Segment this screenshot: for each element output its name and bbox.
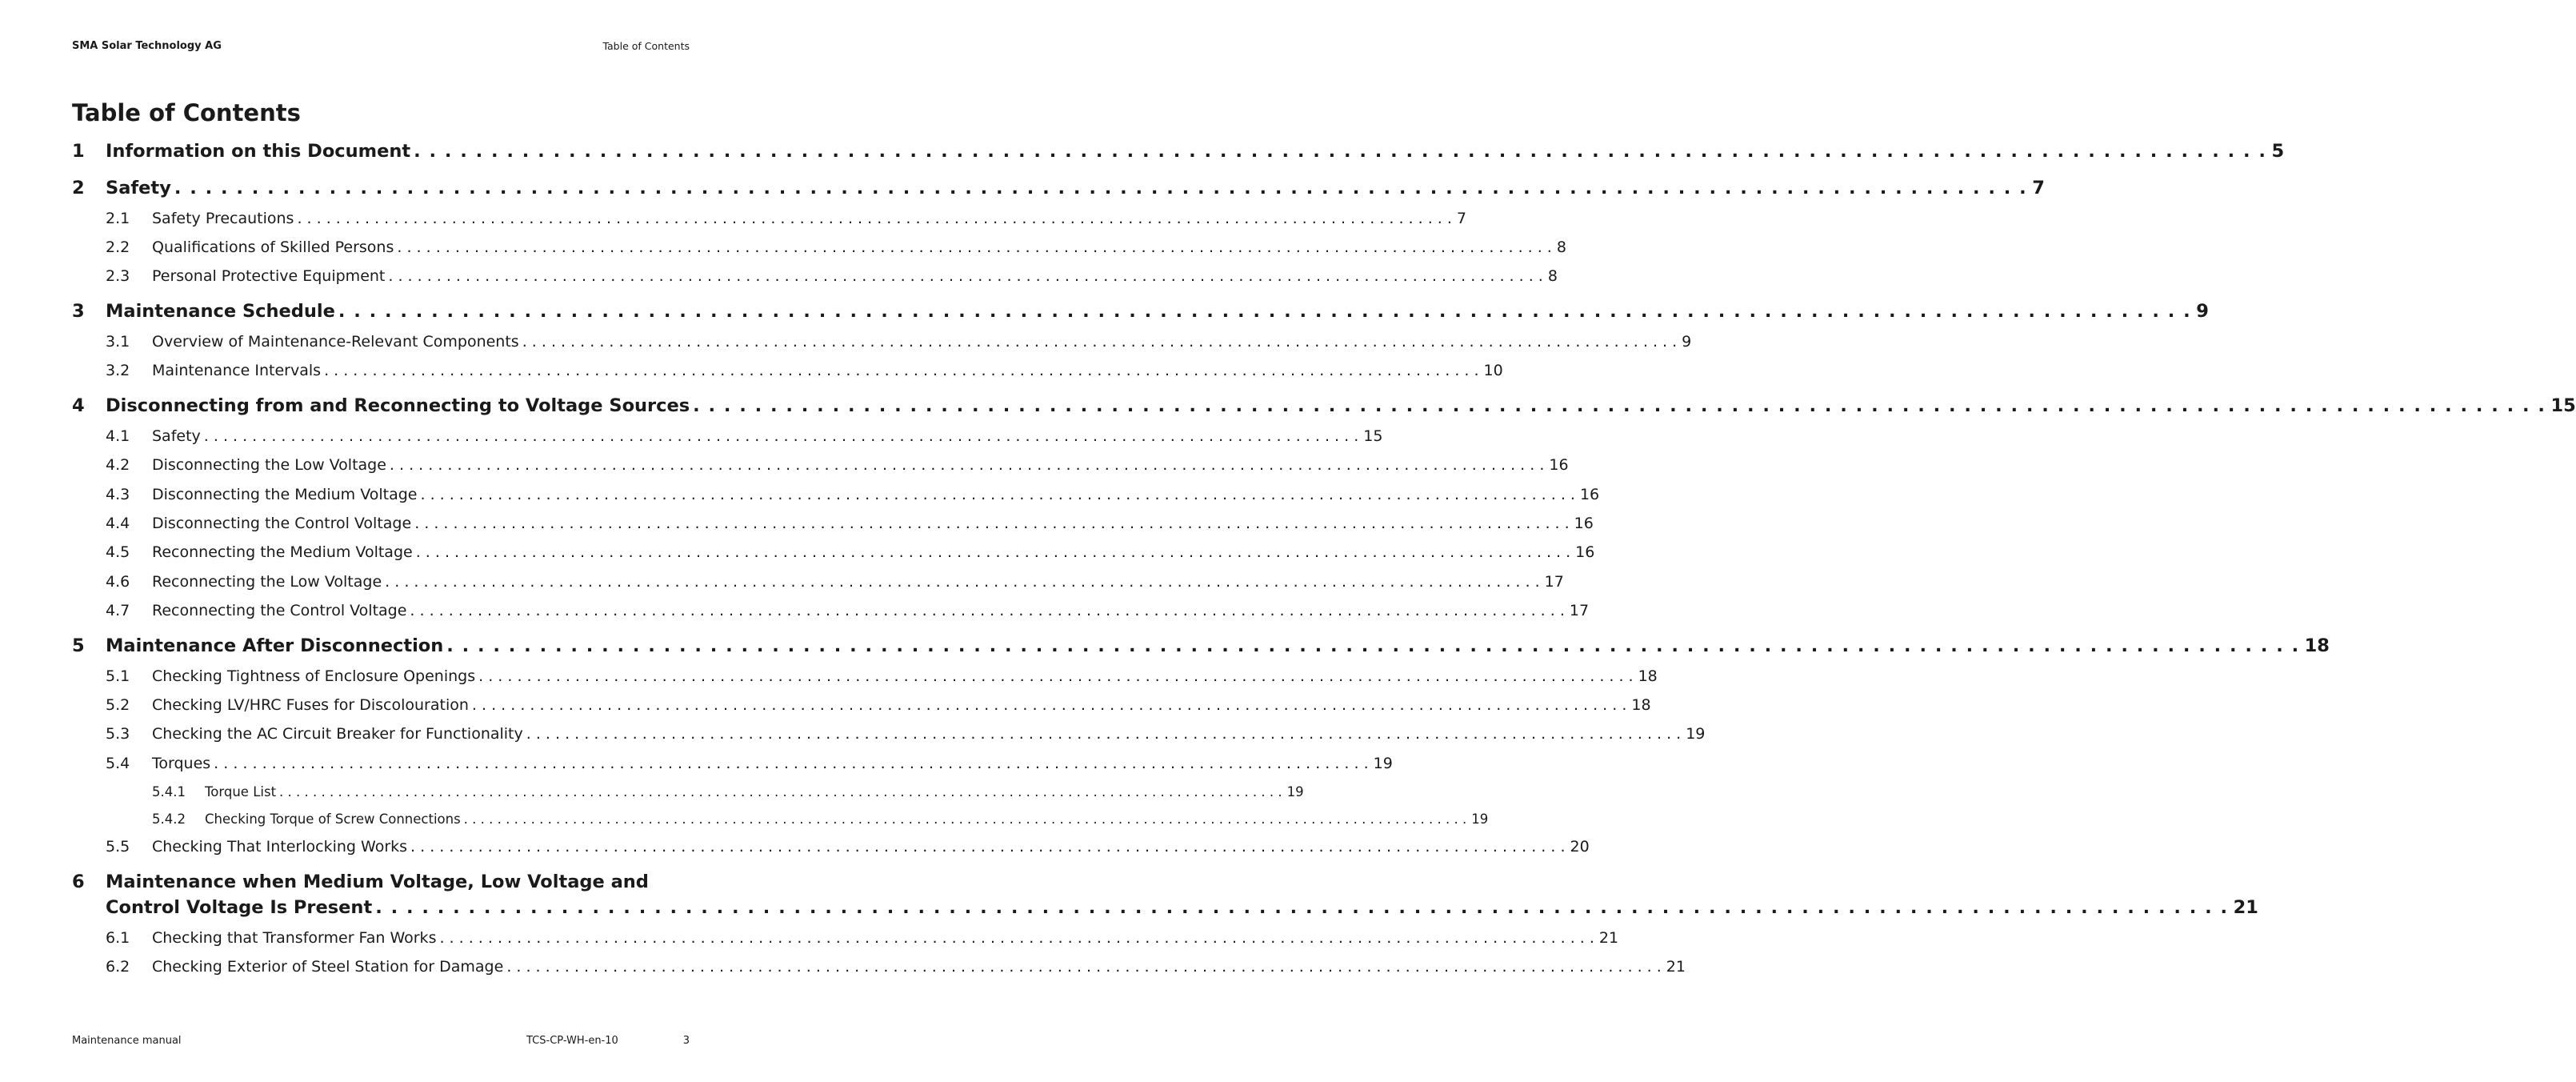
toc-number: 2.3 bbox=[106, 267, 130, 285]
toc-leader: . . . . . . . . . . . . . . . . . . . . . . . . . . . . . . . . . . . . . . . . . . . . . . . . . . . . . . . . . . . . . . . . . . . . . . . . . . . . . . . . . . . . . . . . . . . . . . . . . . . . . . . . . . . . . . . . . . . . . . . . bbox=[410, 838, 1566, 856]
toc-number: 1 bbox=[72, 141, 85, 162]
toc-entry-1[interactable] bbox=[72, 141, 2285, 162]
header-company: SMA Solar Technology AG bbox=[72, 40, 222, 52]
toc-number: 5.4 bbox=[106, 755, 130, 772]
toc-page: 18 bbox=[2304, 635, 2330, 656]
toc-leader: . . . . . . . . . . . . . . . . . . . . . . . . . . . . . . . . . . . . . . . . . . . . . . . . . . . . . . . . . . . . . . . . . . . . . . . . . . . . . . . . . . . . . . . . . . . . . . . . . . . . . . . . . . . . . . . . . . . . . . . . bbox=[415, 543, 1571, 561]
toc-title: Reconnecting the Control Voltage bbox=[152, 602, 407, 619]
toc-entry-4-5[interactable] bbox=[72, 543, 1595, 561]
toc-leader: . . . . . . . . . . . . . . . . . . . . . . . . . . . . . . . . . . . . . . . . . . . . . . . . . . . . . . . . . . . . . . . . . . . . . . . . . . . . . . . . . . . . . . . . . . . . . . . . . . . . . . . . . . . . . . . . . . . . . . . . bbox=[279, 784, 1282, 799]
toc-number: 5 bbox=[72, 635, 85, 656]
toc-title: Reconnecting the Medium Voltage bbox=[152, 543, 413, 561]
toc-page: 18 bbox=[1638, 667, 1658, 685]
toc-entry-5-5[interactable] bbox=[72, 838, 1590, 856]
toc-leader: . . . . . . . . . . . . . . . . . . . . . . . . . . . . . . . . . . . . . . . . . . . . . . . . . . . . . . . . . . . . . . . . . . . . . . . . . . . . . . . . . . . . . . . . . . . . . . . . . . . . . . . . . . . . . . . . . . . . . . . . bbox=[375, 897, 2229, 918]
toc-title: Disconnecting the Low Voltage bbox=[152, 456, 386, 474]
toc-title: Checking That Interlocking Works bbox=[152, 838, 408, 856]
toc-entry-3-2[interactable] bbox=[72, 362, 1503, 379]
toc-leader: . . . . . . . . . . . . . . . . . . . . . . . . . . . . . . . . . . . . . . . . . . . . . . . . . . . . . . . . . . . . . . . . . . . . . . . . . . . . . . . . . . . . . . . . . . . . . . . . . . . . . . . . . . . . . . . . . . . . . . . . bbox=[297, 210, 1452, 227]
toc-page: 16 bbox=[1549, 456, 1569, 474]
toc-entry-4-1[interactable] bbox=[72, 427, 1383, 445]
toc-page: 19 bbox=[1286, 784, 1304, 799]
toc-entry-4-2[interactable] bbox=[72, 456, 1569, 474]
toc-leader: . . . . . . . . . . . . . . . . . . . . . . . . . . . . . . . . . . . . . . . . . . . . . . . . . . . . . . . . . . . . . . . . . . . . . . . . . . . . . . . . . . . . . . . . . . . . . . . . . . . . . . . . . . . . . . . . . . . . . . . . bbox=[506, 958, 1662, 976]
toc-leader: . . . . . . . . . . . . . . . . . . . . . . . . . . . . . . . . . . . . . . . . . . . . . . . . . . . . . . . . . . . . . . . . . . . . . . . . . . . . . . . . . . . . . . . . . . . . . . . . . . . . . . . . . . . . . . . . . . . . . . . . bbox=[338, 301, 2192, 322]
toc-title: Information on this Document bbox=[106, 141, 411, 162]
toc-number: 3.1 bbox=[106, 333, 130, 351]
toc-leader: . . . . . . . . . . . . . . . . . . . . . . . . . . . . . . . . . . . . . . . . . . . . . . . . . . . . . . . . . . . . . . . . . . . . . . . . . . . . . . . . . . . . . . . . . . . . . . . . . . . . . . . . . . . . . . . . . . . . . . . . bbox=[522, 333, 1678, 351]
toc-title: Checking the AC Circuit Breaker for Functionality bbox=[152, 725, 523, 743]
toc-page: 20 bbox=[1570, 838, 1590, 856]
toc-leader: . . . . . . . . . . . . . . . . . . . . . . . . . . . . . . . . . . . . . . . . . . . . . . . . . . . . . . . . . . . . . . . . . . . . . . . . . . . . . . . . . . . . . . . . . . . . . . . . . . . . . . . . . . . . . . . . . . . . . . . . bbox=[463, 812, 1467, 827]
toc-page: 9 bbox=[1682, 333, 1692, 351]
toc-number: 2 bbox=[72, 178, 85, 198]
toc-entry-5-4-1[interactable] bbox=[72, 784, 1304, 799]
toc-leader: . . . . . . . . . . . . . . . . . . . . . . . . . . . . . . . . . . . . . . . . . . . . . . . . . . . . . . . . . . . . . . . . . . . . . . . . . . . . . . . . . . . . . . . . . . . . . . . . . . . . . . . . . . . . . . . . . . . . . . . . bbox=[478, 667, 1634, 685]
footer-doc-code: TCS-CP-WH-en-10 bbox=[526, 1035, 618, 1047]
toc-page: 18 bbox=[1631, 696, 1651, 714]
toc-number: 5.4.1 bbox=[152, 784, 186, 799]
toc-number: 4.3 bbox=[106, 486, 130, 503]
toc-entry-2-3[interactable] bbox=[72, 267, 1558, 285]
toc-page: 19 bbox=[1686, 725, 1706, 743]
toc-page: 10 bbox=[1483, 362, 1503, 379]
toc-page: 15 bbox=[2550, 395, 2576, 416]
toc-number: 6.1 bbox=[106, 929, 130, 947]
toc-title: Checking that Transformer Fan Works bbox=[152, 929, 437, 947]
footer-doc-type: Maintenance manual bbox=[72, 1035, 182, 1047]
toc-entry-3-1[interactable] bbox=[72, 333, 1692, 351]
toc-leader: . . . . . . . . . . . . . . . . . . . . . . . . . . . . . . . . . . . . . . . . . . . . . . . . . . . . . . . . . . . . . . . . . . . . . . . . . . . . . . . . . . . . . . . . . . . . . . . . . . . . . . . . . . . . . . . . . . . . . . . . bbox=[410, 602, 1565, 619]
toc-page: 21 bbox=[1598, 929, 1619, 947]
toc-page: 21 bbox=[2233, 897, 2258, 918]
toc-number: 4.6 bbox=[106, 573, 130, 591]
toc-entry-5[interactable] bbox=[72, 635, 2330, 656]
toc-entry-5-2[interactable] bbox=[72, 696, 1651, 714]
toc-entry-5-1[interactable] bbox=[72, 667, 1658, 685]
toc-page: 16 bbox=[1579, 486, 1600, 503]
toc-entry-6-2[interactable] bbox=[72, 958, 1686, 976]
toc-title: Checking Tightness of Enclosure Openings bbox=[152, 667, 476, 685]
toc-number: 6.2 bbox=[106, 958, 130, 976]
toc-title: Torque List bbox=[205, 784, 277, 799]
toc-title: Safety bbox=[106, 178, 171, 198]
toc-title: Reconnecting the Low Voltage bbox=[152, 573, 382, 591]
toc-page: 9 bbox=[2196, 301, 2209, 322]
toc-title-line1: Maintenance when Medium Voltage, Low Voltage and bbox=[106, 872, 649, 892]
toc-leader: . . . . . . . . . . . . . . . . . . . . . . . . . . . . . . . . . . . . . . . . . . . . . . . . . . . . . . . . . . . . . . . . . . . . . . . . . . . . . . . . . . . . . . . . . . . . . . . . . . . . . . . . . . . . . . . . . . . . . . . . bbox=[388, 267, 1543, 285]
toc-leader: . . . . . . . . . . . . . . . . . . . . . . . . . . . . . . . . . . . . . . . . . . . . . . . . . . . . . . . . . . . . . . . . . . . . . . . . . . . . . . . . . . . . . . . . . . . . . . . . . . . . . . . . . . . . . . . . . . . . . . . . bbox=[385, 573, 1540, 591]
toc-title: Qualifications of Skilled Persons bbox=[152, 238, 394, 256]
toc-number: 4.4 bbox=[106, 515, 130, 532]
header-section: Table of Contents bbox=[602, 40, 690, 52]
toc-leader: . . . . . . . . . . . . . . . . . . . . . . . . . . . . . . . . . . . . . . . . . . . . . . . . . . . . . . . . . . . . . . . . . . . . . . . . . . . . . . . . . . . . . . . . . . . . . . . . . . . . . . . . . . . . . . . . . . . . . . . . bbox=[420, 486, 1575, 503]
toc-entry-4-6[interactable] bbox=[72, 573, 1564, 591]
toc-entry-2-2[interactable] bbox=[72, 238, 1566, 256]
toc-leader: . . . . . . . . . . . . . . . . . . . . . . . . . . . . . . . . . . . . . . . . . . . . . . . . . . . . . . . . . . . . . . . . . . . . . . . . . . . . . . . . . . . . . . . . . . . . . . . . . . . . . . . . . . . . . . . . . . . . . . . . bbox=[174, 178, 2028, 198]
toc-page: 8 bbox=[1547, 267, 1558, 285]
toc-number: 2.1 bbox=[106, 210, 130, 227]
toc-title: Personal Protective Equipment bbox=[152, 267, 386, 285]
toc-title: Safety Precautions bbox=[152, 210, 294, 227]
toc-page: 19 bbox=[1471, 812, 1489, 827]
toc-entry-6-1[interactable] bbox=[72, 929, 1619, 947]
toc-number: 5.4.2 bbox=[152, 812, 186, 827]
toc-title: Maintenance Intervals bbox=[152, 362, 322, 379]
toc-leader: . . . . . . . . . . . . . . . . . . . . . . . . . . . . . . . . . . . . . . . . . . . . . . . . . . . . . . . . . . . . . . . . . . . . . . . . . . . . . . . . . . . . . . . . . . . . . . . . . . . . . . . . . . . . . . . . . . . . . . . . bbox=[214, 755, 1369, 772]
toc-entry-5-3[interactable] bbox=[72, 725, 1706, 743]
toc-title: Disconnecting the Medium Voltage bbox=[152, 486, 418, 503]
toc-page: 7 bbox=[2032, 178, 2045, 198]
toc-number: 5.1 bbox=[106, 667, 130, 685]
toc-entry-4-4[interactable] bbox=[72, 515, 1594, 532]
toc-page: 7 bbox=[1456, 210, 1466, 227]
toc-entry-4[interactable] bbox=[72, 395, 2576, 416]
toc-page: 16 bbox=[1574, 515, 1594, 532]
toc-entry-3[interactable] bbox=[72, 301, 2209, 322]
toc-number: 4.7 bbox=[106, 602, 130, 619]
toc-number: 4.5 bbox=[106, 543, 130, 561]
toc-number: 3 bbox=[72, 301, 85, 322]
toc-page: 8 bbox=[1556, 238, 1566, 256]
toc-number: 2.2 bbox=[106, 238, 130, 256]
toc-leader: . . . . . . . . . . . . . . . . . . . . . . . . . . . . . . . . . . . . . . . . . . . . . . . . . . . . . . . . . . . . . . . . . . . . . . . . . . . . . . . . . . . . . . . . . . . . . . . . . . . . . . . . . . . . . . . . . . . . . . . . bbox=[446, 635, 2300, 656]
toc-leader: . . . . . . . . . . . . . . . . . . . . . . . . . . . . . . . . . . . . . . . . . . . . . . . . . . . . . . . . . . . . . . . . . . . . . . . . . . . . . . . . . . . . . . . . . . . . . . . . . . . . . . . . . . . . . . . . . . . . . . . . bbox=[693, 395, 2546, 416]
toc-title-line2: Control Voltage Is Present bbox=[106, 897, 373, 918]
toc-entry-6[interactable] bbox=[72, 872, 2258, 923]
toc-number: 4 bbox=[72, 395, 85, 416]
toc-page: 19 bbox=[1373, 755, 1393, 772]
toc-title: Disconnecting from and Reconnecting to Voltage Sources bbox=[106, 395, 690, 416]
toc-number: 5.5 bbox=[106, 838, 130, 856]
toc-number: 6 bbox=[72, 872, 85, 892]
toc-title: Checking Exterior of Steel Station for Damage bbox=[152, 958, 504, 976]
toc-entry-4-3[interactable] bbox=[72, 486, 1600, 503]
toc-title: Torques bbox=[152, 755, 211, 772]
toc-page: 21 bbox=[1666, 958, 1686, 976]
toc-leader: . . . . . . . . . . . . . . . . . . . . . . . . . . . . . . . . . . . . . . . . . . . . . . . . . . . . . . . . . . . . . . . . . . . . . . . . . . . . . . . . . . . . . . . . . . . . . . . . . . . . . . . . . . . . . . . . . . . . . . . . bbox=[324, 362, 1479, 379]
footer-page-number: 3 bbox=[682, 1035, 690, 1047]
toc-leader: . . . . . . . . . . . . . . . . . . . . . . . . . . . . . . . . . . . . . . . . . . . . . . . . . . . . . . . . . . . . . . . . . . . . . . . . . . . . . . . . . . . . . . . . . . . . . . . . . . . . . . . . . . . . . . . . . . . . . . . . bbox=[526, 725, 1682, 743]
page-title: Table of Contents bbox=[72, 99, 301, 126]
toc-title: Safety bbox=[152, 427, 201, 445]
toc-number: 5.2 bbox=[106, 696, 130, 714]
toc-leader: . . . . . . . . . . . . . . . . . . . . . . . . . . . . . . . . . . . . . . . . . . . . . . . . . . . . . . . . . . . . . . . . . . . . . . . . . . . . . . . . . . . . . . . . . . . . . . . . . . . . . . . . . . . . . . . . . . . . . . . . bbox=[414, 141, 2267, 162]
toc-title: Checking Torque of Screw Connections bbox=[205, 812, 461, 827]
toc-number: 5.3 bbox=[106, 725, 130, 743]
toc-entry-2-1[interactable] bbox=[72, 210, 1466, 227]
toc-leader: . . . . . . . . . . . . . . . . . . . . . . . . . . . . . . . . . . . . . . . . . . . . . . . . . . . . . . . . . . . . . . . . . . . . . . . . . . . . . . . . . . . . . . . . . . . . . . . . . . . . . . . . . . . . . . . . . . . . . . . . bbox=[439, 929, 1594, 947]
toc-title: Maintenance Schedule bbox=[106, 301, 335, 322]
toc-page: 17 bbox=[1569, 602, 1590, 619]
toc-leader: . . . . . . . . . . . . . . . . . . . . . . . . . . . . . . . . . . . . . . . . . . . . . . . . . . . . . . . . . . . . . . . . . . . . . . . . . . . . . . . . . . . . . . . . . . . . . . . . . . . . . . . . . . . . . . . . . . . . . . . . bbox=[203, 427, 1359, 445]
toc-page: 15 bbox=[1363, 427, 1383, 445]
toc-number: 4.1 bbox=[106, 427, 130, 445]
toc-number: 4.2 bbox=[106, 456, 130, 474]
toc-leader: . . . . . . . . . . . . . . . . . . . . . . . . . . . . . . . . . . . . . . . . . . . . . . . . . . . . . . . . . . . . . . . . . . . . . . . . . . . . . . . . . . . . . . . . . . . . . . . . . . . . . . . . . . . . . . . . . . . . . . . . bbox=[397, 238, 1552, 256]
toc-entry-5-4-2[interactable] bbox=[72, 812, 1489, 827]
toc-leader: . . . . . . . . . . . . . . . . . . . . . . . . . . . . . . . . . . . . . . . . . . . . . . . . . . . . . . . . . . . . . . . . . . . . . . . . . . . . . . . . . . . . . . . . . . . . . . . . . . . . . . . . . . . . . . . . . . . . . . . . bbox=[414, 515, 1570, 532]
toc-page: 5 bbox=[2271, 141, 2285, 162]
toc-title: Maintenance After Disconnection bbox=[106, 635, 444, 656]
toc-title: Disconnecting the Control Voltage bbox=[152, 515, 412, 532]
toc-entry-2[interactable] bbox=[72, 178, 2045, 198]
toc-entry-4-7[interactable] bbox=[72, 602, 1590, 619]
toc-number: 3.2 bbox=[106, 362, 130, 379]
toc-entry-5-4[interactable] bbox=[72, 755, 1393, 772]
toc-leader: . . . . . . . . . . . . . . . . . . . . . . . . . . . . . . . . . . . . . . . . . . . . . . . . . . . . . . . . . . . . . . . . . . . . . . . . . . . . . . . . . . . . . . . . . . . . . . . . . . . . . . . . . . . . . . . . . . . . . . . . bbox=[471, 696, 1627, 714]
toc-leader: . . . . . . . . . . . . . . . . . . . . . . . . . . . . . . . . . . . . . . . . . . . . . . . . . . . . . . . . . . . . . . . . . . . . . . . . . . . . . . . . . . . . . . . . . . . . . . . . . . . . . . . . . . . . . . . . . . . . . . . . bbox=[389, 456, 1545, 474]
toc-page: 17 bbox=[1544, 573, 1564, 591]
toc-title: Overview of Maintenance-Relevant Components bbox=[152, 333, 519, 351]
toc-page: 16 bbox=[1575, 543, 1595, 561]
toc-title: Checking LV/HRC Fuses for Discolouration bbox=[152, 696, 469, 714]
